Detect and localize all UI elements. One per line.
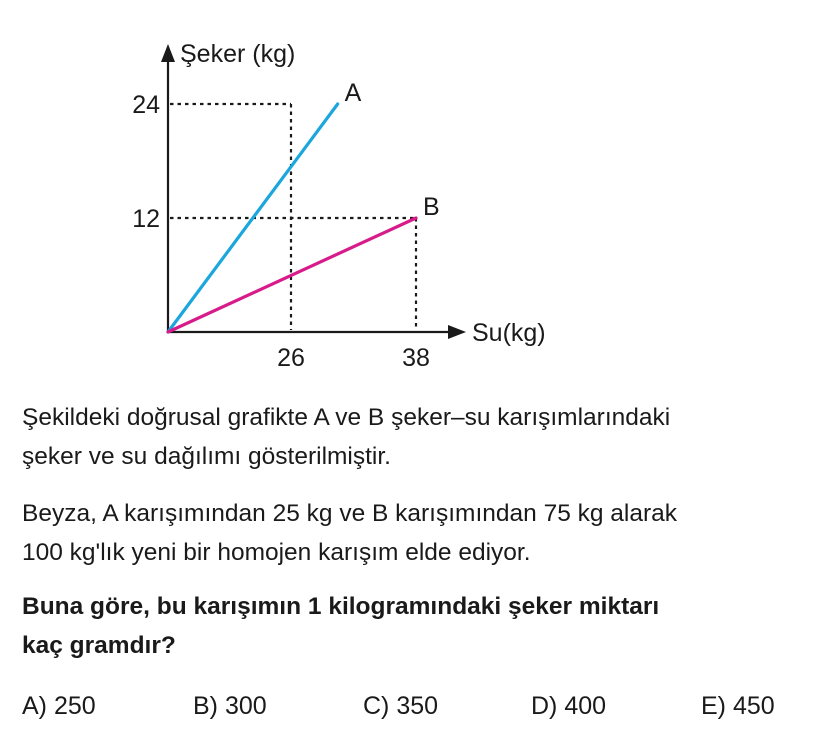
x-tick-26: 26 xyxy=(277,344,305,372)
option-value: 250 xyxy=(53,692,96,720)
paragraph-description xyxy=(22,398,822,476)
option-d[interactable] xyxy=(531,686,606,726)
option-b[interactable] xyxy=(193,686,267,726)
option-letter: D) xyxy=(531,692,558,720)
y-tick-12: 12 xyxy=(132,205,160,233)
option-value: 450 xyxy=(732,692,775,720)
option-value: 300 xyxy=(224,692,267,720)
option-a[interactable] xyxy=(22,686,96,726)
option-letter: B) xyxy=(193,692,218,720)
option-letter: A) xyxy=(22,692,47,720)
y-axis-label: Şeker (kg) xyxy=(180,40,296,68)
x-axis-label: Su(kg) xyxy=(472,319,546,347)
prompt-line2: kaç gramdır? xyxy=(22,632,176,659)
paragraph2-line1: Beyza, A karışımından 25 kg ve B karışımından 75 kg alarak xyxy=(22,500,678,527)
option-c[interactable] xyxy=(363,686,438,726)
x-axis-arrow xyxy=(448,325,466,339)
guide-lines xyxy=(170,104,416,330)
question-prompt xyxy=(22,587,822,665)
series-a-label: A xyxy=(344,79,362,107)
y-tick-24: 24 xyxy=(132,91,160,119)
option-letter: E) xyxy=(701,692,726,720)
option-value: 350 xyxy=(396,692,439,720)
option-value: 400 xyxy=(564,692,607,720)
paragraph-scenario xyxy=(22,494,822,572)
x-tick-38: 38 xyxy=(402,344,430,372)
paragraph1-line1: Şekildeki doğrusal grafikte A ve B şeker–su karışımlarındaki xyxy=(22,404,671,431)
option-letter: C) xyxy=(363,692,390,720)
prompt-line1: Buna göre, bu karışımın 1 kilogramındaki şeker miktarı xyxy=(22,593,660,620)
option-e[interactable] xyxy=(701,686,775,726)
paragraph2-line2: 100 kg'lık yeni bir homojen karışım elde ediyor. xyxy=(22,539,531,566)
paragraph1-line2: şeker ve su dağılımı gösterilmiştir. xyxy=(22,443,391,470)
y-axis-arrow xyxy=(161,44,175,62)
series-b-label: B xyxy=(423,193,440,221)
